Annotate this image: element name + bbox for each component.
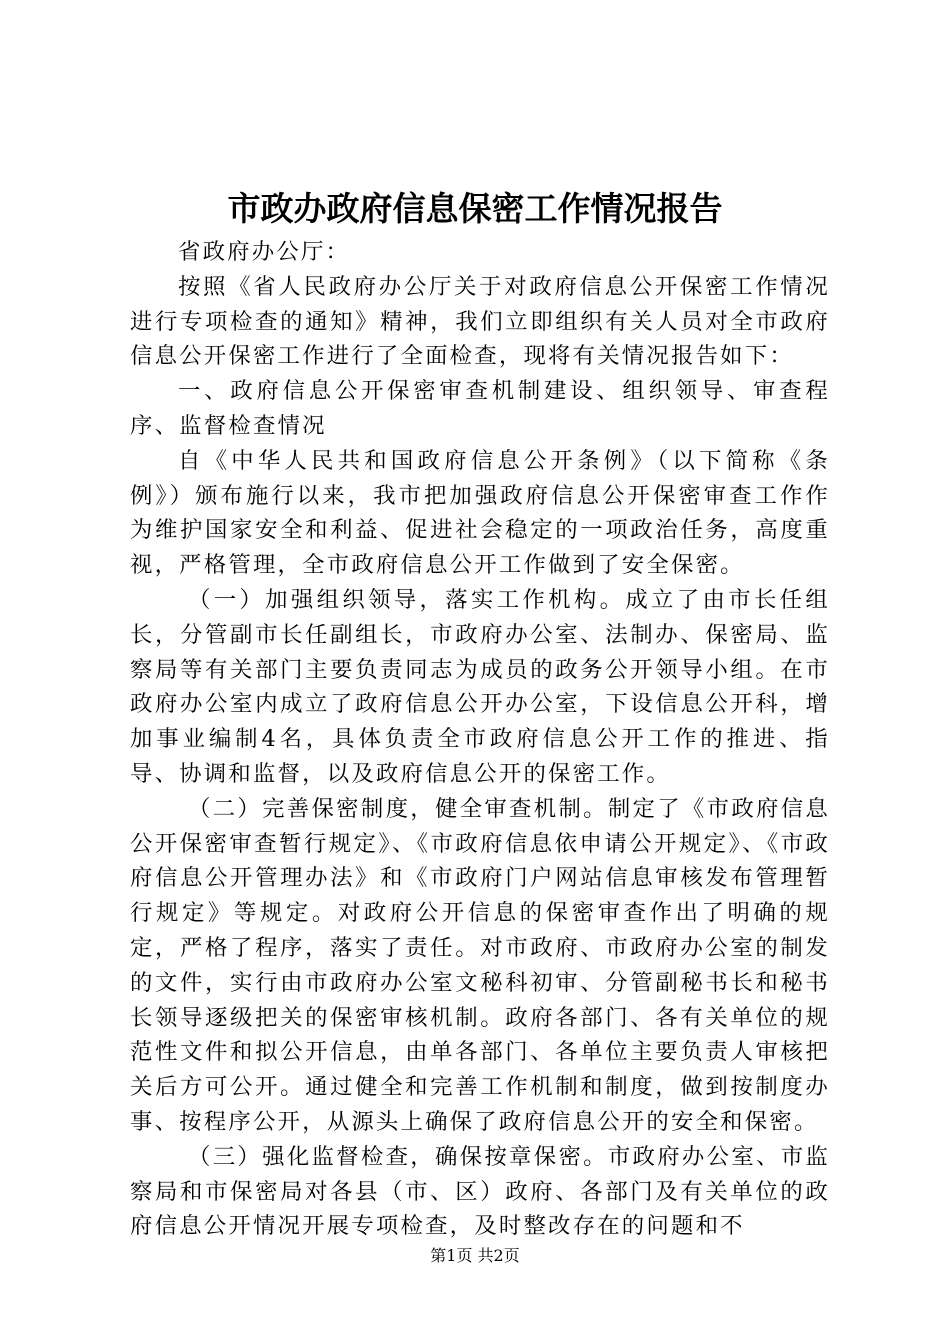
- paragraph-item-2: （二）完善保密制度，健全审查机制。制定了《市政府信息公开保密审查暂行规定》、《市政府信息依申请公开规定》、《市政府信息公开管理办法》和《市政府门户网站信息审核发布管理暂行规定》等规定。对政府公开信息的保密审查作出了明确的规定，严格了程序，落实了责任。对市政府、市政府办公室的制发的文件，实行由市政府办公室文秘科初审、分管副秘书长和秘书长领导逐级把关的保密审核机制。政府各部门、各有关单位的规范性文件和拟公开信息，由单各部门、各单位主要负责人审核把关后方可公开。通过健全和完善工作机制和制度，做到按制度办事、按程序公开，从源头上确保了政府信息公开的安全和保密。: [130, 795, 830, 1135]
- document-body: [130, 235, 830, 1244]
- paragraph-item-3: （三）强化监督检查，确保按章保密。市政府办公室、市监察局和市保密局对各县（市、区）政府、各部门及有关单位的政府信息公开情况开展专项检查，及时整改存在的问题和不: [130, 1143, 830, 1240]
- salutation: 省政府办公厅：: [178, 239, 351, 265]
- document-title: 市政办政府信息保密工作情况报告: [227, 189, 723, 228]
- paragraph-item-1: （一）加强组织领导，落实工作机构。成立了由市长任组长，分管副市长任副组长，市政府办公室、法制办、保密局、监察局等有关部门主要负责同志为成员的政务公开领导小组。在市政府办公室内成立了政府信息公开办公室，下设信息公开科，增加事业编制4名，具体负责全市政府信息公开工作的推进、指导、协调和监督，以及政府信息公开的保密工作。: [130, 586, 830, 787]
- page-number-footer: 第1页 共2页: [430, 1246, 520, 1265]
- paragraph-intro: 按照《省人民政府办公厅关于对政府信息公开保密工作情况进行专项检查的通知》精神，我们立即组织有关人员对全市政府信息公开保密工作进行了全面检查，现将有关情况报告如下：: [130, 273, 830, 370]
- paragraph-background: 自《中华人民共和国政府信息公开条例》（以下简称《条例》）颁布施行以来，我市把加强政府信息公开保密审查工作作为维护国家安全和利益、促进社会稳定的一项政治任务，高度重视，严格管理，全市政府信息公开工作做到了安全保密。: [130, 447, 830, 579]
- section-heading-1: 一、政府信息公开保密审查机制建设、组织领导、审查程序、监督检查情况: [130, 378, 830, 439]
